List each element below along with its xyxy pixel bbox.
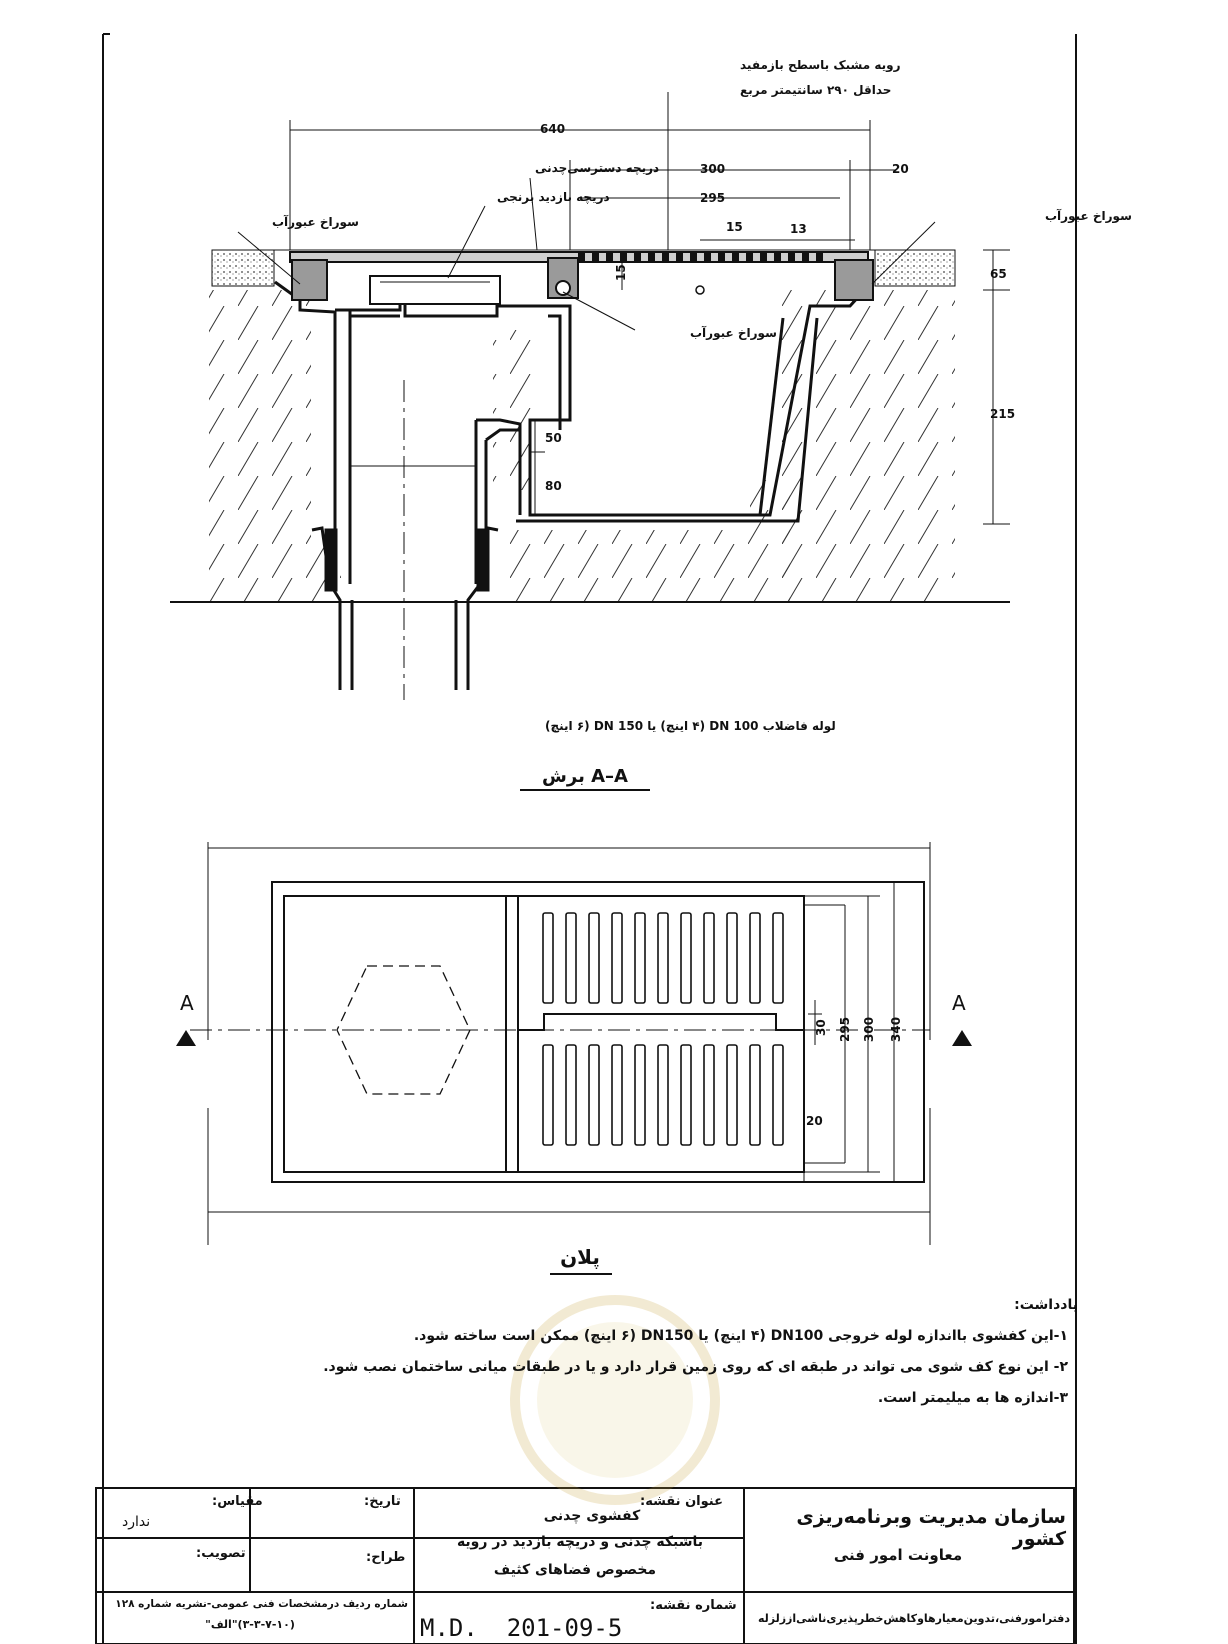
plan-dim-295: 295: [838, 1016, 852, 1042]
dim-15-top: 15: [726, 220, 743, 234]
plan-marker-left: A: [180, 991, 194, 1015]
dim-640: 640: [540, 122, 566, 136]
grating-slots-lower: [543, 1045, 783, 1145]
dim-300: 300: [700, 162, 726, 176]
plan-title: پلان: [560, 1245, 600, 1269]
drawing-title-line-2: باشبکه چدنی و دریچه بازدید در رویه: [456, 1534, 704, 1550]
approval-label: تصویب:: [196, 1546, 246, 1561]
section-view: [170, 58, 1132, 790]
section-marker-left-icon: [176, 1030, 196, 1046]
dim-295: 295: [700, 191, 726, 205]
section-marker-right-icon: [952, 1030, 972, 1046]
designer-label: طراح:: [366, 1550, 406, 1565]
drawing-number: M.D. 201-09-5: [420, 1614, 623, 1642]
label-weep-hole-center: سوراخ عبورآب: [690, 326, 777, 340]
plan-dim-300: 300: [862, 1016, 876, 1042]
soil-hatch: [209, 290, 955, 602]
plan-marker-right: A: [952, 991, 966, 1015]
dim-20: 20: [892, 162, 909, 176]
label-access-door: دریچه دسترسی‌چدنی: [535, 161, 660, 175]
scale-value: ندارد: [122, 1514, 151, 1530]
dim-15-side: 15: [614, 264, 628, 281]
label-brass-door: دریچه بازدید برنجی: [497, 190, 610, 204]
label-weep-hole-right: سوراخ عبورآب: [1045, 209, 1132, 223]
note-item-3: ۳-اندازه ها به میلیمتر است.: [877, 1390, 1068, 1406]
note-item-1: ۱-این کفشوی بااندازه لوله خروجی DN100 (۴ اینچ) یا DN150 (۶ اینچ) ممکن است ساخته شود.: [413, 1328, 1068, 1344]
grating-slots-upper: [543, 913, 783, 1003]
drawing-number-label: شماره نقشه:: [650, 1598, 737, 1613]
date-label: تاریخ:: [364, 1494, 401, 1509]
section-labels: [272, 58, 1132, 734]
dim-13: 13: [790, 222, 807, 236]
dim-80: 80: [545, 479, 562, 493]
plan-dim-30: 30: [814, 1019, 828, 1036]
drawing-title-label: عنوان نقشه:: [640, 1494, 723, 1509]
plan-dim-20: 20: [806, 1114, 823, 1128]
notes-heading: یادداشت:: [1014, 1297, 1078, 1313]
section-markers: [176, 1030, 972, 1046]
reference-line-2: (۳-۳-۷-۱۰)"الف": [205, 1618, 295, 1631]
drawing-title-line-1: کفشوی چدنی: [543, 1508, 641, 1524]
plan-view: [176, 842, 972, 1274]
notes-section: [248, 1290, 1078, 1414]
deputy-name: معاونت امور فنی: [833, 1546, 963, 1564]
section-title: برش A–A: [542, 766, 628, 787]
dim-215: 215: [990, 407, 1016, 421]
label-outlet-pipe: لوله فاضلاب DN 100 (۴ اینچ) یا DN 150 (۶ اینچ): [545, 719, 836, 733]
label-grating-surface-1: رویه مشبک باسطح بازمفید: [740, 58, 901, 72]
dim-65: 65: [990, 267, 1007, 281]
plan-dim-340: 340: [889, 1016, 903, 1042]
dim-50: 50: [545, 431, 562, 445]
office-name: دفترامورفنی،تدوین‌معیارهاوکاهش‌خطرپذیری‌ناشی‌اززلزله: [757, 1612, 1070, 1625]
scale-label: مقیاس:: [212, 1494, 263, 1509]
organization-name: سازمان مدیریت وبرنامه‌ریزی کشور: [796, 1506, 1066, 1550]
drawing-title-line-3: مخصوص فضاهای کثیف: [493, 1562, 657, 1578]
note-item-2: ۲- این نوع کف شوی می تواند در طبقه ای که روی زمین قرار دارد و یا در طبقات میانی ساختمان نصب شود.: [323, 1359, 1068, 1375]
label-grating-surface-2: حداقل ۲۹۰ سانتیمتر مربع: [740, 83, 892, 97]
reference-line-1: شماره ردیف درمشخصات فنی عمومی-نشریه شماره ۱۲۸: [115, 1598, 408, 1610]
label-weep-hole-left: سوراخ عبورآب: [272, 215, 359, 229]
